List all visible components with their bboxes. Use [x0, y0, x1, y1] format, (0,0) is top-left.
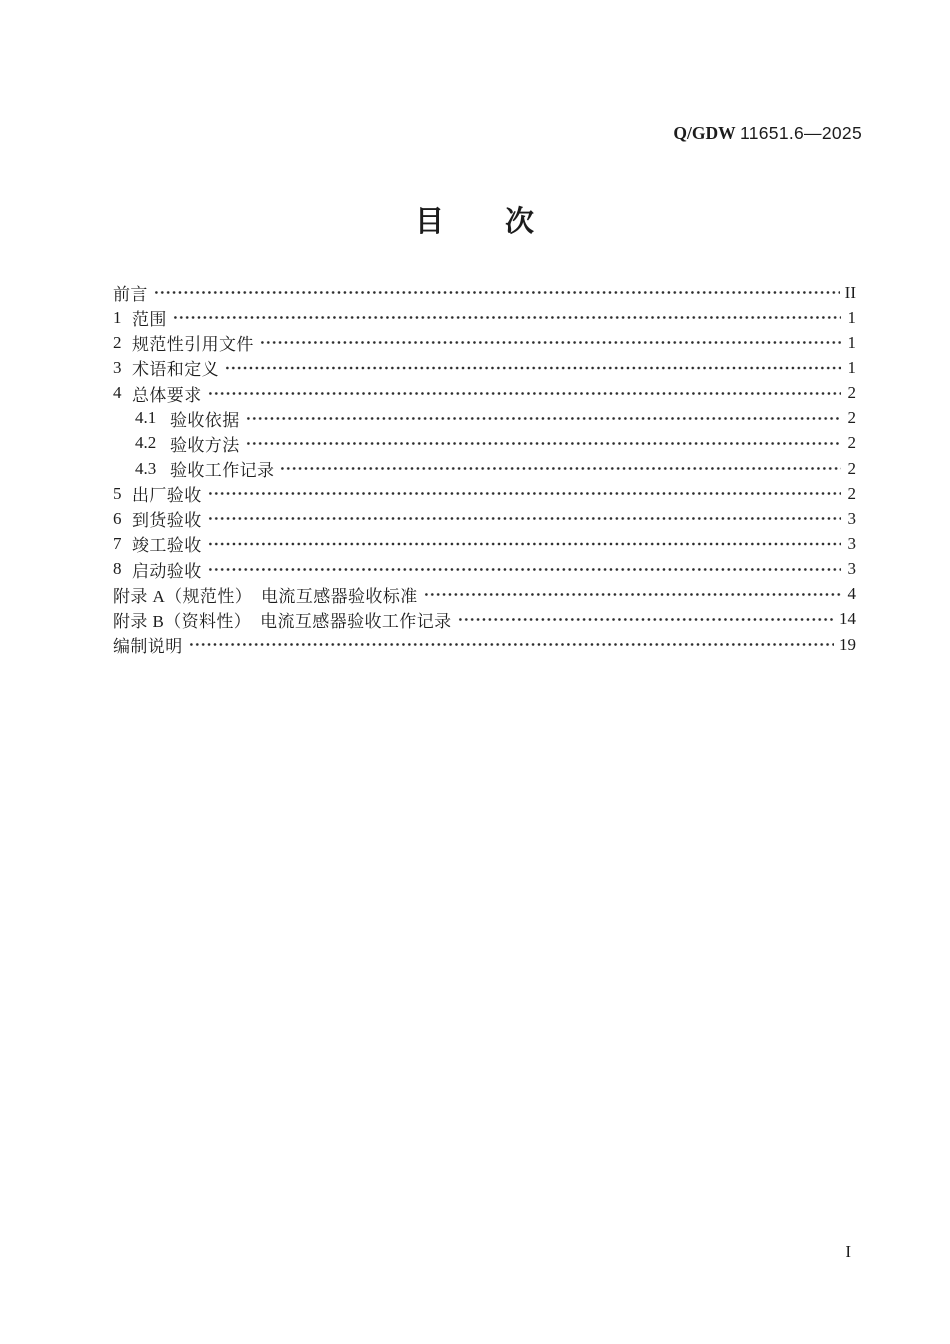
toc-leader-dots — [208, 481, 841, 506]
toc-entry-label: 前言 — [113, 285, 148, 305]
toc-entry-number: 4.3 — [135, 458, 157, 478]
toc-entry-label: 启动验收 — [132, 561, 202, 581]
toc-row — [113, 355, 856, 380]
toc-entry-page: 19 — [839, 634, 856, 654]
toc-leader-dots — [208, 557, 841, 582]
toc-entry-label: 总体要求 — [132, 385, 202, 405]
toc-leader-dots — [280, 456, 841, 481]
toc-row — [113, 456, 856, 481]
table-of-contents — [113, 280, 856, 657]
toc-entry-page: 2 — [847, 383, 856, 403]
toc-row — [113, 531, 856, 556]
toc-leader-dots — [225, 355, 841, 380]
toc-row — [113, 506, 856, 531]
toc-row — [113, 381, 856, 406]
toc-entry-label: 到货验收 — [132, 511, 202, 531]
doc-number-header — [673, 123, 862, 144]
toc-entry-label: 编制说明 — [113, 637, 183, 657]
toc-entry-number: 8 — [113, 559, 122, 579]
toc-entry-page: 1 — [847, 307, 856, 327]
toc-entry-label: 验收方法 — [170, 435, 240, 455]
toc-entry-page: 2 — [847, 433, 856, 453]
toc-entry-page: 1 — [847, 357, 856, 377]
toc-entry-number: 4.2 — [135, 433, 157, 453]
toc-leader-dots — [458, 607, 835, 632]
toc-leader-dots — [246, 406, 841, 431]
toc-entry-page: 4 — [847, 584, 856, 604]
footer-page-number: I — [845, 1242, 851, 1261]
toc-entry-page: 3 — [847, 559, 856, 579]
toc-entry-page: II — [844, 282, 856, 302]
toc-entry-number: 1 — [113, 307, 122, 327]
toc-row — [113, 632, 856, 657]
toc-entry-number: 2 — [113, 332, 122, 352]
toc-row — [113, 481, 856, 506]
toc-entry-label: 验收工作记录 — [170, 461, 275, 481]
toc-leader-dots — [424, 582, 841, 607]
toc-entry-number: 3 — [113, 357, 122, 377]
toc-leader-dots — [208, 531, 841, 556]
toc-leader-dots — [173, 305, 841, 330]
toc-leader-dots — [189, 632, 834, 657]
toc-row — [113, 557, 856, 582]
toc-row — [113, 431, 856, 456]
toc-leader-dots — [208, 381, 841, 406]
toc-entry-label: 竣工验收 — [132, 536, 202, 556]
toc-entry-page: 14 — [839, 609, 856, 629]
toc-entry-label: 附录 B（资料性） 电流互感器验收工作记录 — [113, 611, 452, 631]
page-title: 目 次 — [414, 206, 535, 238]
toc-row — [113, 305, 856, 330]
toc-entry-label: 出厂验收 — [132, 486, 202, 506]
toc-entry-label: 验收依据 — [170, 410, 240, 430]
toc-entry-page: 2 — [847, 408, 856, 428]
toc-entry-page: 1 — [847, 332, 856, 352]
toc-entry-page: 3 — [847, 533, 856, 553]
toc-entry-page: 2 — [847, 458, 856, 478]
toc-entry-label: 术语和定义 — [132, 360, 219, 380]
toc-row — [113, 582, 856, 607]
toc-row — [113, 406, 856, 431]
toc-row — [113, 607, 856, 632]
toc-leader-dots — [208, 506, 841, 531]
toc-entry-number: 5 — [113, 483, 122, 503]
toc-row — [113, 280, 856, 305]
toc-leader-dots — [246, 431, 841, 456]
toc-entry-label: 规范性引用文件 — [132, 335, 254, 355]
toc-entry-page: 2 — [847, 483, 856, 503]
toc-leader-dots — [154, 280, 840, 305]
toc-entry-page: 3 — [847, 508, 856, 528]
toc-entry-number: 4 — [113, 383, 122, 403]
toc-entry-number: 7 — [113, 533, 122, 553]
toc-leader-dots — [260, 330, 841, 355]
doc-number-prefix: Q/GDW — [673, 123, 736, 143]
doc-number-value: 11651.6—2025 — [740, 123, 862, 143]
toc-entry-number: 4.1 — [135, 408, 157, 428]
toc-row — [113, 330, 856, 355]
toc-entry-label: 附录 A（规范性） 电流互感器验收标准 — [113, 586, 418, 606]
toc-entry-label: 范围 — [132, 310, 167, 330]
toc-entry-number: 6 — [113, 508, 122, 528]
